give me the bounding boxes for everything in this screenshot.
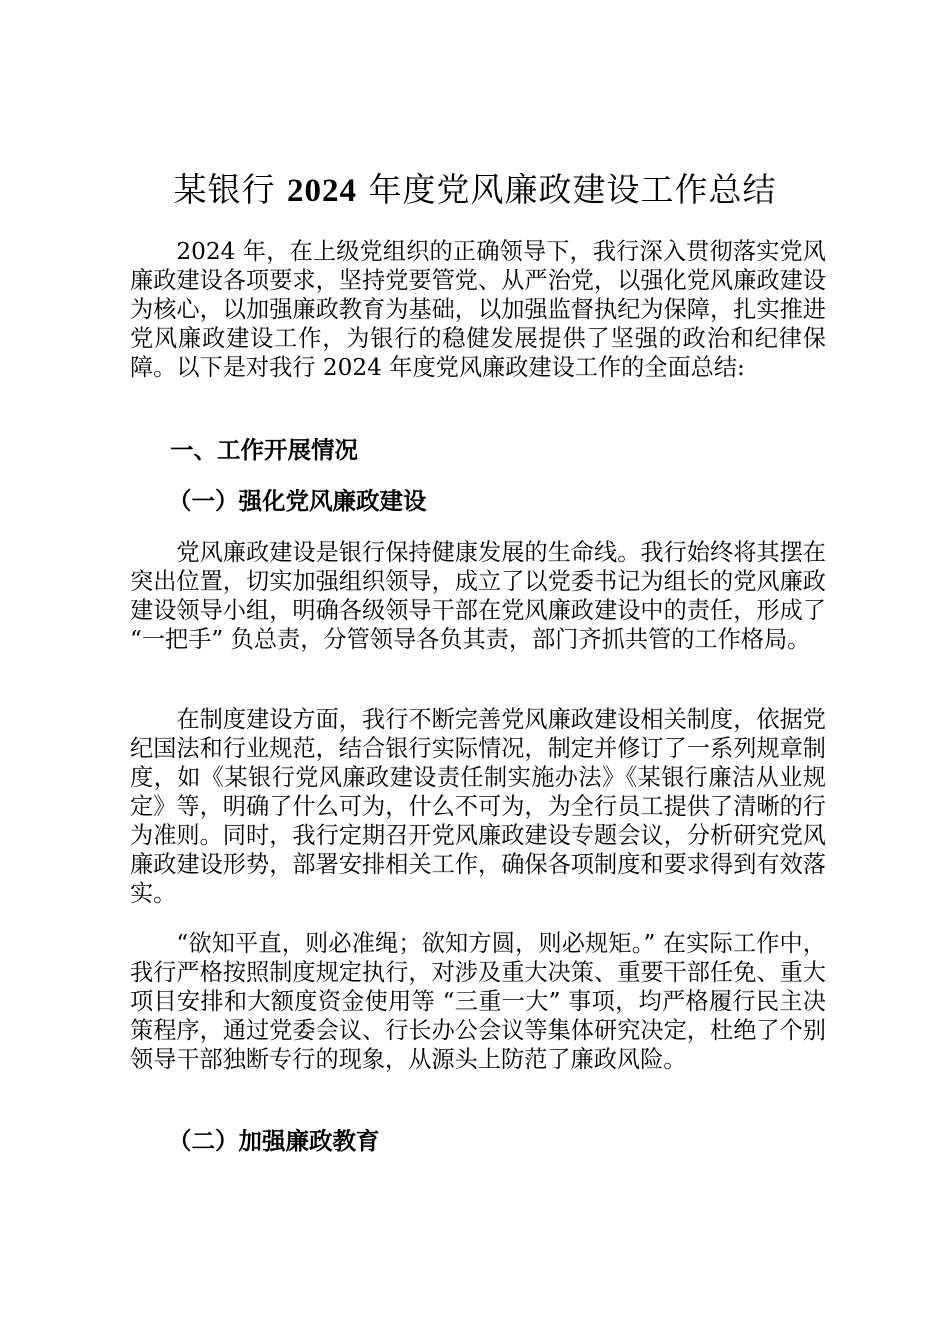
intro-paragraph: 2024 年，在上级党组织的正确领导下，我行深入贯彻落实党风廉政建设各项要求，坚持党要管党、从严治党，以强化党风廉政建设为核心，以加强廉政教育为基础，以加强监督执纪为保障，扎实推进党风廉政建设工作，为银行的稳健发展提供了坚强的政治和纪律保障。以下是对我行 2024 年度党风廉政建设工作的全面总结: <box>130 238 826 381</box>
section-heading-1: 一、工作开展情况 <box>170 436 358 464</box>
title-suffix: 年度党风廉政建设工作总结 <box>368 170 777 209</box>
title-year: 2024 <box>287 173 357 209</box>
paragraph-3: “欲知平直，则必准绳；欲知方圆，则必规矩。” 在实际工作中，我行严格按照制度规定执行，对涉及重大决策、重要干部任免、重大项目安排和大额度资金使用等 “三重一大” 事项，均严格履行民主决策程序，通过党委会议、行长办公会议等集体研究决定，杜绝了个别领导干部独断专行的现象，从源头上防范了廉政风险。 <box>130 930 826 1073</box>
document-title <box>0 168 950 213</box>
subsection-heading-1: （一）强化党风廉政建设 <box>168 487 427 515</box>
title-prefix: 某银行 <box>173 170 276 209</box>
subsection-heading-2: （二）加强廉政教育 <box>168 1127 380 1155</box>
paragraph-2: 在制度建设方面，我行不断完善党风廉政建设相关制度，依据党纪国法和行业规范，结合银行实际情况，制定并修订了一系列规章制度，如《某银行党风廉政建设责任制实施办法》《某银行廉洁从业规定》等，明确了什么可为，什么不可为，为全行员工提供了清晰的行为准则。同时，我行定期召开党风廉政建设专题会议，分析研究党风廉政建设形势，部署安排相关工作，确保各项制度和要求得到有效落实。 <box>130 706 826 907</box>
paragraph-1: 党风廉政建设是银行保持健康发展的生命线。我行始终将其摆在突出位置，切实加强组织领导，成立了以党委书记为组长的党风廉政建设领导小组，明确各级领导干部在党风廉政建设中的责任，形成了 “一把手” 负总责，分管领导各负其责，部门齐抓共管的工作格局。 <box>130 539 826 653</box>
